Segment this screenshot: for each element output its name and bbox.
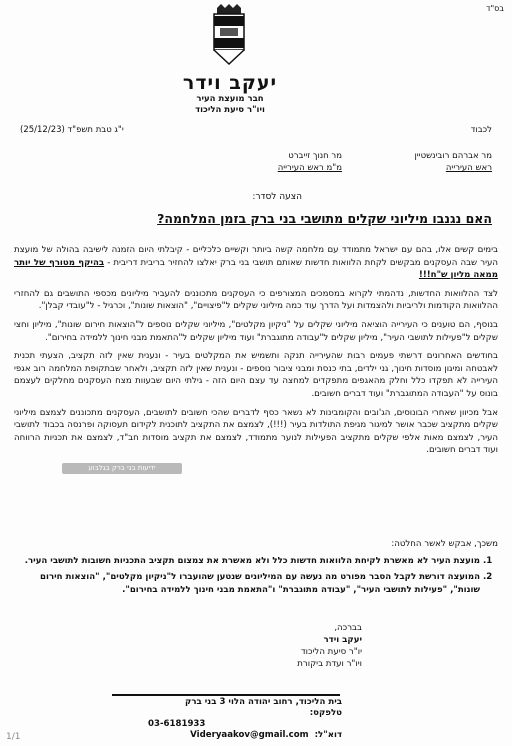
letter-date: י"ג טבת תשפ"ד (25/12/23) bbox=[20, 125, 124, 135]
addressees bbox=[22, 150, 492, 176]
addressee-2: מר חנוך זייברט מ"מ ראש העירייה bbox=[277, 151, 342, 173]
footer bbox=[112, 697, 342, 741]
sender-role-2: ויו"ר סיעת הליכוד bbox=[195, 105, 265, 115]
resolution-intro: משכך, אבקש לאשר החלטה: bbox=[391, 539, 498, 549]
footer-address: בית הליכוד, רחוב יהודה הלוי 3 בני ברק bbox=[185, 697, 342, 707]
sender-name: יעקב וידר bbox=[182, 72, 278, 94]
sender-role-1: חבר מועצת העיר bbox=[196, 94, 264, 104]
addressee-1: מר אברהם רובינשטיין ראש העירייה bbox=[414, 151, 492, 173]
watermark-stamp: ידיעות בני ברק בגלבוע bbox=[62, 463, 182, 474]
paragraph: בימים קשים אלו, בהם עם ישראל מתמודד עם מלחמה קשה ביותר וקשיים כלכליים - קיבלתי היום הזמנה לישיבה בהולה של מועצת העיר שבה העסקנים מבקשים לקחת הלוואות חדשות שאותם תושבי בני ברק יאלצו להחזיר בריבית דריבית - בהיקף מטורף של יותר ממאה מליון ש"ח!!! bbox=[14, 245, 499, 281]
paragraph: בחודשים האחרונים דרשתי פעמים רבות שהעירייה תנקה ותשמיש את המקלטים בעיר - ונענית שאין לזה תקציב, הצעתי תכנית לאבטחה ומיגון מוסדות חינוך, גני ילדים, בתי כנסת ומבני ציבור נוספים - ונענית שאין לזה תקציב, ולאחר שבתקופת המלחמה רוב אגפי העירייה לא תפקדו כלל וחלק מהאגפים מתפקדים למחצה עד עצם היום הזה - גילתי היום שבעוות מצח העסקנים מחלקים לעצמם בונוס על "העבודה המתוגברת" ועוד דברים חשובים. bbox=[14, 351, 498, 399]
to-label: לכבוד bbox=[470, 125, 492, 135]
resolution-item: 2. המועצה דורשת לקבל הסבר מפורט מה נעשה עם המיליונים שנטען שהועברו ל"ניקיון מקלטים", "הוצאות חירום שונות", "פעילות לתושבי העיר", "עבודה מתוגברת" ו"התאמת מבני חינוך ללמידה בחירום". bbox=[14, 571, 480, 596]
sender-block bbox=[150, 72, 310, 116]
footer-email-label: דוא"ל: bbox=[314, 730, 342, 740]
document-title: האם נגנבו מיליוני שקלים מתושבי בני ברק בזמן המלחמה? bbox=[157, 211, 492, 226]
paragraph: אבל מכיוון שאחרי הבונוסים, הג'ובים והקומבינות לא נשאר כסף לדברים שהכי חשובים לתושבים, העסקנים מתכוננים לצמצם מיליוני שקלים מתקציב שכבר אושר למיגור מגיפת התולדות בעיר (!!!), לצמצם את התקציב לתוכנית לקידום תעסוקה ופרנסה בכבוד לתושבי העיר, לצמצם מאות אלפי שקלים מתקציב הפעילות לנוער מתמודד, לצמצם את תקציב מוסדות חב"ד, לצמצם את תכניות הרווחה ועוד דברים חשובים. bbox=[14, 407, 498, 456]
signature-block: בברכה, יעקב וידר יו"ר סיעת הליכוד ויו"ר ועדת ביקורת bbox=[297, 623, 362, 669]
bsd-mark: בס"ד bbox=[486, 4, 504, 13]
paragraph: לצד ההלוואות החדשות, נדהמתי לקרוא במסמכים המצורפים כי העסקנים מתכוננים להעביר מיליונים מכספי התושבים גם להחזרי ההלוואות הקודמות ולריביות ולהצמדות ועל הדרך עוד כמה מיליוני שקלים ל"פיצויים", "הוצאות שונות", וכרגיל - ל"עובדי קבלן". bbox=[14, 288, 498, 312]
body-text bbox=[14, 244, 498, 463]
page-number: 1/1 bbox=[6, 732, 21, 742]
footer-phone: 03-6181933 bbox=[148, 719, 206, 729]
resolution-list bbox=[14, 555, 498, 597]
resolution-section bbox=[14, 538, 498, 600]
footer-email[interactable]: Videryaakov@gmail.com bbox=[190, 730, 309, 740]
resolution-item: 1. מועצת העיר לא מאשרת לקיחת הלוואות חדשות כלל ולא מאשרת את צמצום תקציב התכניות חשובות לתושבי העיר. bbox=[14, 555, 480, 568]
proposal-label: הצעה לסדר: bbox=[252, 192, 302, 202]
footer-phone-label: טלפקס: bbox=[309, 708, 342, 718]
municipality-logo bbox=[209, 4, 249, 70]
footer-divider bbox=[112, 694, 340, 696]
paragraph: בנוסף, הם טוענים כי העירייה הוציאה מיליוני שקלים על "ניקיון מקלטים", מיליוני שקלים נוספים ל"הוצאות חירום שונות", מיליון וחצי שקלים ל"פעילות לתושבי העיר", מיליון שקלים ל"עבודה מתוגברת" ועוד מיליון שקלים ל"התאמת מבני חינוך ללמידה בחירום". bbox=[14, 319, 498, 343]
